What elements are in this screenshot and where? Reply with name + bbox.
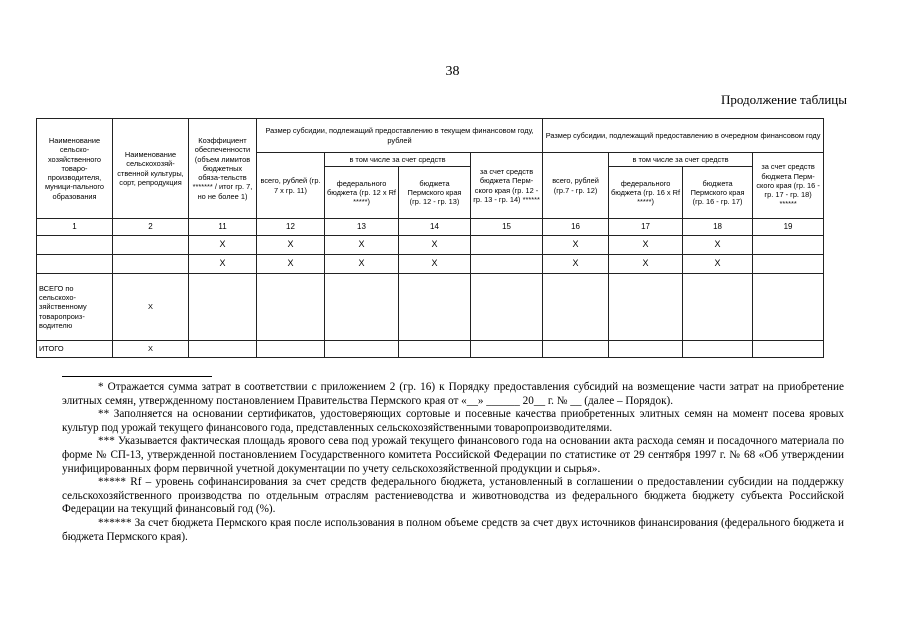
footnote: * Отражается сумма затрат в соответствии с приложением 2 (гр. 16) к Порядку предоставления субсидий на возмещение части затрат на приобретение элитных семян, утвержденному постановлением Правительства Пермского края от «__» ______ 20__ г. № __ (далее – Порядок). xyxy=(62,381,844,407)
table-cell: Х xyxy=(609,236,683,255)
subsidy-table xyxy=(36,118,824,358)
table-cell xyxy=(753,274,824,341)
total-label: ВСЕГО по сельскохо-зяйственному товаропроиз-водителю xyxy=(37,274,113,341)
column-number: 17 xyxy=(609,219,683,236)
table-cell xyxy=(753,236,824,255)
footnotes xyxy=(62,376,844,544)
table-cell xyxy=(471,255,543,274)
table-cell xyxy=(543,341,609,358)
header-next-regional: бюджета Пермского края (гр. 16 - гр. 17) xyxy=(683,167,753,219)
column-number: 18 xyxy=(683,219,753,236)
table-cell: Х xyxy=(399,236,471,255)
table-row xyxy=(37,255,824,274)
total-row xyxy=(37,274,824,341)
table-cell xyxy=(753,341,824,358)
table-cell xyxy=(37,255,113,274)
table-cell xyxy=(189,274,257,341)
table-cell: Х xyxy=(543,236,609,255)
table-cell xyxy=(257,341,325,358)
column-number: 19 xyxy=(753,219,824,236)
header-next-federal: федерального бюджета (гр. 16 х Rf *****) xyxy=(609,167,683,219)
footnote: ****** За счет бюджета Пермского края после использования в полном объеме средств за счет двух источников финансирования (федерального бюджета и бюджета Пермского края). xyxy=(62,516,844,543)
header-current-extra: за счет средств бюджета Перм-ского края (гр. 12 - гр. 13 - гр. 14) ****** xyxy=(471,153,543,219)
table-cell: Х xyxy=(325,255,399,274)
table-cell: Х xyxy=(543,255,609,274)
column-number: 14 xyxy=(399,219,471,236)
column-number: 15 xyxy=(471,219,543,236)
header-crop: Наименование сельскохозяй-ственной культуры, сорт, репродукция xyxy=(113,119,189,219)
column-number: 2 xyxy=(113,219,189,236)
header-name: Наименование сельско-хозяйственного товаро-производителя, муници-пального образования xyxy=(37,119,113,219)
total-mark: Х xyxy=(113,274,189,341)
column-number: 13 xyxy=(325,219,399,236)
column-number: 11 xyxy=(189,219,257,236)
header-next-extra: за счет средств бюджета Перм-ского края (гр. 16 - гр. 17 - гр. 18) ****** xyxy=(753,153,824,219)
footnote: *** Указывается фактическая площадь ярового сева под урожай текущего финансового года на основании акта расхода семян и посадочного материала по форме № СП-13, утвержденной постановлением Государственного комитета Российской Федерации по статистике от 29 сентября 1997 г. № 68 «Об утверждении унифицированных форм первичной учетной документации по учету сельскохозяйственной продукции и сырья». xyxy=(62,435,844,475)
table-row xyxy=(37,236,824,255)
footnote: ** Заполняется на основании сертификатов, удостоверяющих сортовые и посевные качества приобретенных элитных семян на момент посева яровых культур под урожай текущего финансового года, представленных сельскохозяйственными товаропроизводителями. xyxy=(62,408,844,434)
table-cell xyxy=(399,274,471,341)
table-cell xyxy=(113,255,189,274)
itogo-label: ИТОГО xyxy=(37,341,113,358)
table-cell: Х xyxy=(399,255,471,274)
table-cell xyxy=(471,236,543,255)
table-cell: Х xyxy=(683,255,753,274)
table-cell: Х xyxy=(609,255,683,274)
footnote: ***** Rf – уровень софинансирования за счет средств федерального бюджета, установленный в соглашении о предоставлении субсидии на поддержку сельскохозяйственного производства по отдельным отраслям растениеводства и животноводства из федерального бюджета бюджету субъекта Российской Федерации на текущий финансовый год (%). xyxy=(62,476,844,516)
table-cell: Х xyxy=(189,236,257,255)
column-number: 16 xyxy=(543,219,609,236)
page-number: 38 xyxy=(445,64,460,79)
column-number: 1 xyxy=(37,219,113,236)
header-next-total: всего, рублей (гр.7 - гр. 12) xyxy=(543,153,609,219)
column-numbers-row xyxy=(37,219,824,236)
table-cell xyxy=(471,274,543,341)
header-current-total: всего, рублей (гр. 7 х гр. 11) xyxy=(257,153,325,219)
header-next-year: Размер субсидии, подлежащий предоставлению в очередном финансовом году xyxy=(543,119,824,153)
table-cell xyxy=(543,274,609,341)
table-cell: Х xyxy=(325,236,399,255)
continuation-label: Продолжение таблицы xyxy=(721,92,847,107)
table-cell xyxy=(609,341,683,358)
table-cell xyxy=(189,341,257,358)
table-cell xyxy=(325,274,399,341)
table-cell xyxy=(37,236,113,255)
header-current-including: в том числе за счет средств xyxy=(325,153,471,167)
footnote-divider xyxy=(62,376,212,377)
table-cell xyxy=(609,274,683,341)
itogo-mark: Х xyxy=(113,341,189,358)
itogo-row xyxy=(37,341,824,358)
header-current-federal: федерального бюджета (гр. 12 х Rf *****) xyxy=(325,167,399,219)
table-cell: Х xyxy=(683,236,753,255)
column-number: 12 xyxy=(257,219,325,236)
header-coefficient: Коэффициент обеспеченности (объем лимитов бюджетных обяза-тельств ******* / итог гр. 7, но не более 1) xyxy=(189,119,257,219)
table-cell xyxy=(683,341,753,358)
table-cell: Х xyxy=(257,236,325,255)
table-cell xyxy=(683,274,753,341)
table-cell xyxy=(753,255,824,274)
table-cell xyxy=(257,274,325,341)
header-next-including: в том числе за счет средств xyxy=(609,153,753,167)
table-cell: Х xyxy=(189,255,257,274)
table-cell xyxy=(325,341,399,358)
table-cell xyxy=(113,236,189,255)
table-cell xyxy=(399,341,471,358)
table-cell xyxy=(471,341,543,358)
table-cell: Х xyxy=(257,255,325,274)
header-current-regional: бюджета Пермского края (гр. 12 - гр. 13) xyxy=(399,167,471,219)
header-current-year: Размер субсидии, подлежащий предоставлению в текущем финансовом году, рублей xyxy=(257,119,543,153)
